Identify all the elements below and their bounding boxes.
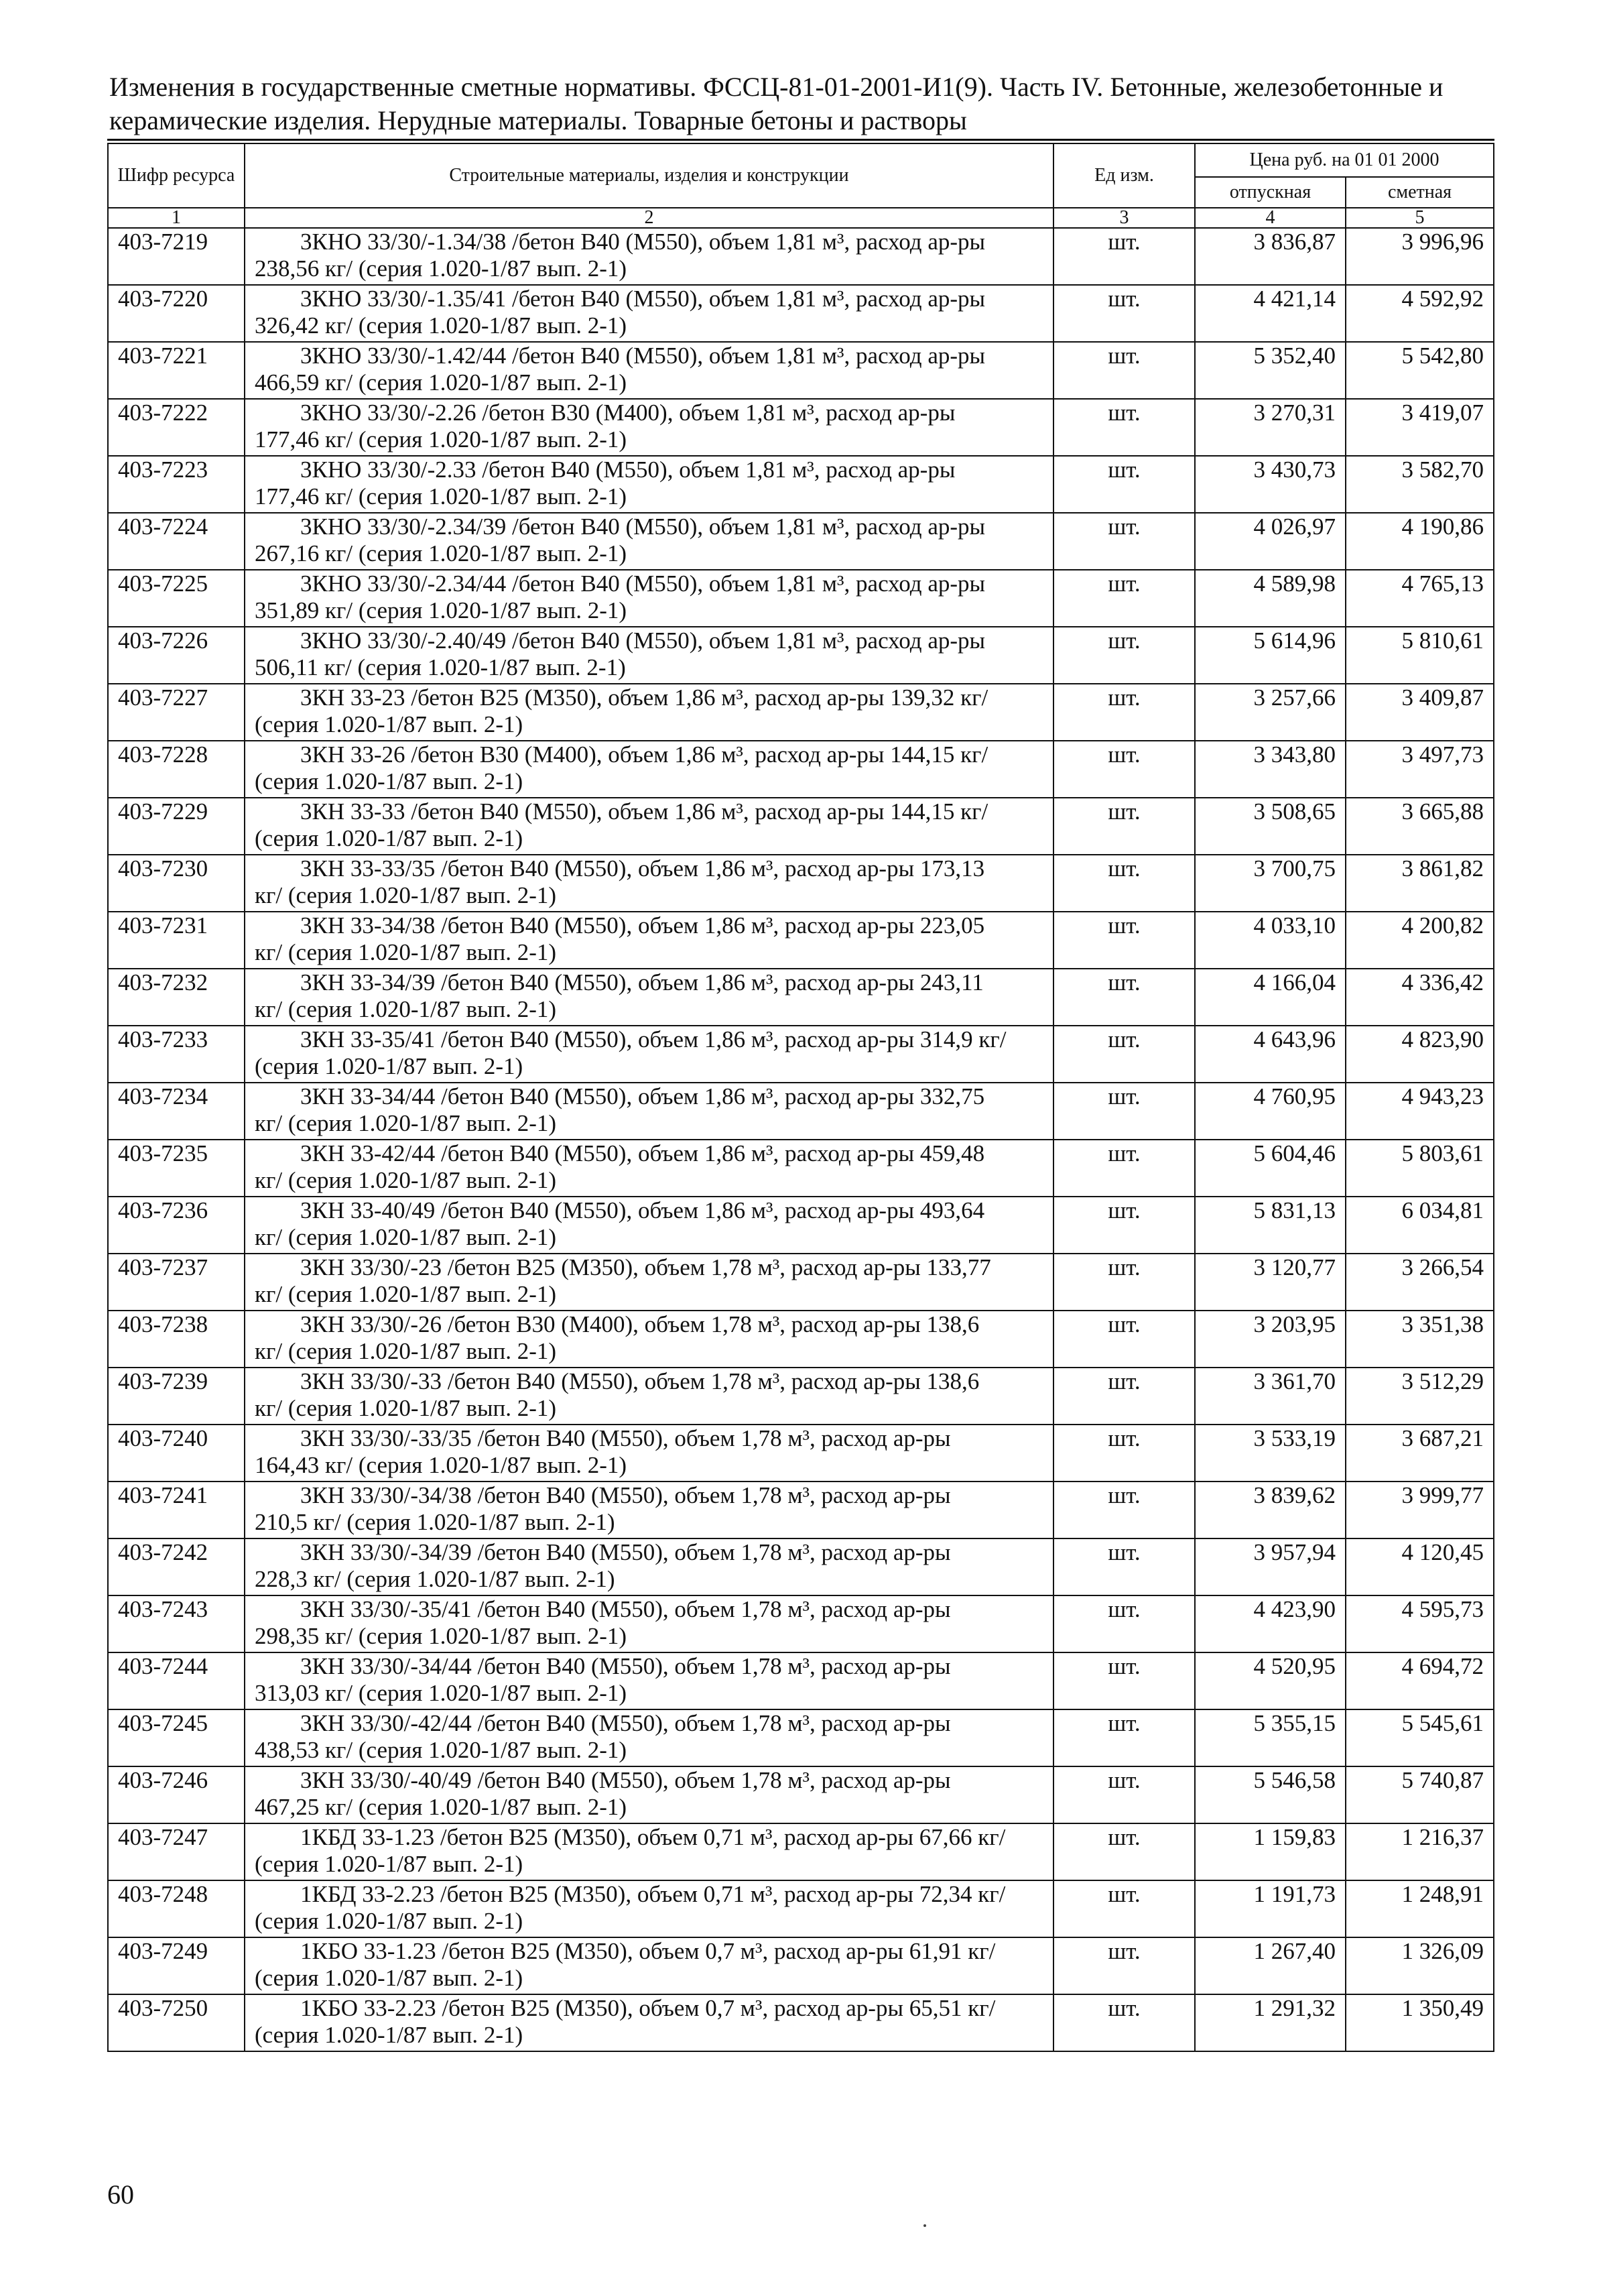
cell-estimate-price: 4 120,45 — [1346, 1538, 1494, 1595]
description-line-1: 3КНО 33/30/-1.35/41 /бетон В40 (М550), объем 1,81 м³, расход ар-ры — [300, 286, 986, 312]
table-row — [108, 627, 1494, 684]
cell-unit: шт. — [1053, 1994, 1195, 2051]
scan-speck — [923, 2224, 926, 2227]
cell-release-price: 3 343,80 — [1195, 741, 1346, 798]
cell-unit: шт. — [1053, 684, 1195, 741]
cell-release-price: 4 033,10 — [1195, 912, 1346, 969]
table-row — [108, 456, 1494, 513]
description-line-1: 3КН 33/30/-42/44 /бетон В40 (М550), объем 1,78 м³, расход ар-ры — [300, 1710, 951, 1736]
cell-estimate-price: 4 943,23 — [1346, 1083, 1494, 1140]
cell-estimate-price: 5 542,80 — [1346, 342, 1494, 399]
cell-release-price: 5 546,58 — [1195, 1766, 1346, 1823]
header-title-line-2: керамические изделия. Нерудные материалы. Товарные бетоны и растворы — [109, 105, 967, 135]
header-description: Строительные материалы, изделия и конструкции — [245, 143, 1053, 208]
cell-unit: шт. — [1053, 1368, 1195, 1425]
cell-description — [245, 399, 1053, 456]
cell-unit: шт. — [1053, 1254, 1195, 1311]
table-row — [108, 228, 1494, 285]
table-row — [108, 570, 1494, 627]
description-line-2: кг/ (серия 1.020-1/87 вып. 2-1) — [255, 882, 557, 908]
cell-estimate-price: 1 350,49 — [1346, 1994, 1494, 2051]
cell-unit: шт. — [1053, 399, 1195, 456]
description-line-2: 177,46 кг/ (серия 1.020-1/87 вып. 2-1) — [255, 483, 627, 509]
description-line-2: 466,59 кг/ (серия 1.020-1/87 вып. 2-1) — [255, 369, 627, 396]
cell-description — [245, 342, 1053, 399]
table-body — [108, 228, 1494, 2051]
description-line-1: 3КН 33/30/-34/39 /бетон В40 (М550), объем 1,78 м³, расход ар-ры — [300, 1539, 951, 1565]
cell-unit: шт. — [1053, 1880, 1195, 1937]
cell-release-price: 3 508,65 — [1195, 798, 1346, 855]
table-row — [108, 1482, 1494, 1538]
description-line-2: (серия 1.020-1/87 вып. 2-1) — [255, 1908, 523, 1934]
cell-description — [245, 1595, 1053, 1652]
cell-code: 403-7242 — [108, 1538, 245, 1595]
cell-release-price: 5 614,96 — [1195, 627, 1346, 684]
description-line-2: 228,3 кг/ (серия 1.020-1/87 вып. 2-1) — [255, 1566, 615, 1592]
table-row — [108, 969, 1494, 1026]
cell-description — [245, 1709, 1053, 1766]
cell-unit: шт. — [1053, 1026, 1195, 1083]
table-row — [108, 912, 1494, 969]
cell-estimate-price: 3 996,96 — [1346, 228, 1494, 285]
description-line-2: (серия 1.020-1/87 вып. 2-1) — [255, 2022, 523, 2048]
cell-description — [245, 1766, 1053, 1823]
table-row — [108, 1994, 1494, 2051]
cell-unit: шт. — [1053, 1083, 1195, 1140]
cell-unit: шт. — [1053, 741, 1195, 798]
cell-release-price: 4 026,97 — [1195, 513, 1346, 570]
header-column-numbers — [108, 208, 1494, 228]
cell-estimate-price: 1 216,37 — [1346, 1823, 1494, 1880]
description-line-1: 3КН 33/30/-34/38 /бетон В40 (М550), объем 1,78 м³, расход ар-ры — [300, 1482, 951, 1508]
cell-description — [245, 684, 1053, 741]
cell-estimate-price: 3 512,29 — [1346, 1368, 1494, 1425]
cell-estimate-price: 4 595,73 — [1346, 1595, 1494, 1652]
table-row — [108, 741, 1494, 798]
cell-release-price: 5 604,46 — [1195, 1140, 1346, 1197]
cell-description — [245, 1994, 1053, 2051]
description-line-2: (серия 1.020-1/87 вып. 2-1) — [255, 1053, 523, 1079]
cell-description — [245, 513, 1053, 570]
column-number: 3 — [1053, 208, 1195, 228]
cell-unit: шт. — [1053, 1595, 1195, 1652]
cell-unit: шт. — [1053, 1197, 1195, 1254]
description-line-1: 3КН 33/30/-33/35 /бетон В40 (М550), объем 1,78 м³, расход ар-ры — [300, 1425, 951, 1451]
description-line-1: 3КН 33-35/41 /бетон В40 (М550), объем 1,86 м³, расход ар-ры 314,9 кг/ — [300, 1026, 1007, 1052]
page-header — [109, 70, 1490, 137]
cell-release-price: 3 533,19 — [1195, 1425, 1346, 1482]
cell-release-price: 3 957,94 — [1195, 1538, 1346, 1595]
table-row — [108, 342, 1494, 399]
cell-estimate-price: 3 665,88 — [1346, 798, 1494, 855]
description-line-2: (серия 1.020-1/87 вып. 2-1) — [255, 1965, 523, 1991]
header-rule — [107, 139, 1494, 141]
table-row — [108, 855, 1494, 912]
cell-release-price: 4 421,14 — [1195, 285, 1346, 342]
cell-unit: шт. — [1053, 513, 1195, 570]
description-line-1: 3КНО 33/30/-2.33 /бетон В40 (М550), объем 1,81 м³, расход ар-ры — [300, 457, 956, 483]
cell-code: 403-7236 — [108, 1197, 245, 1254]
cell-code: 403-7224 — [108, 513, 245, 570]
description-line-2: 351,89 кг/ (серия 1.020-1/87 вып. 2-1) — [255, 597, 627, 623]
cell-unit: шт. — [1053, 1823, 1195, 1880]
table-row — [108, 1823, 1494, 1880]
description-line-1: 3КНО 33/30/-1.34/38 /бетон В40 (М550), объем 1,81 м³, расход ар-ры — [300, 229, 986, 255]
cell-code: 403-7227 — [108, 684, 245, 741]
description-line-1: 3КН 33-26 /бетон В30 (М400), объем 1,86 м³, расход ар-ры 144,15 кг/ — [300, 741, 988, 768]
table-row — [108, 1197, 1494, 1254]
description-line-1: 3КНО 33/30/-2.34/39 /бетон В40 (М550), объем 1,81 м³, расход ар-ры — [300, 513, 986, 540]
cell-unit: шт. — [1053, 570, 1195, 627]
table-row — [108, 1595, 1494, 1652]
description-line-1: 3КН 33/30/-35/41 /бетон В40 (М550), объем 1,78 м³, расход ар-ры — [300, 1596, 951, 1622]
cell-estimate-price: 4 765,13 — [1346, 570, 1494, 627]
cell-unit: шт. — [1053, 798, 1195, 855]
cell-unit: шт. — [1053, 342, 1195, 399]
cell-release-price: 4 423,90 — [1195, 1595, 1346, 1652]
cell-estimate-price: 5 545,61 — [1346, 1709, 1494, 1766]
cell-release-price: 3 270,31 — [1195, 399, 1346, 456]
cell-estimate-price: 5 740,87 — [1346, 1766, 1494, 1823]
description-line-2: 438,53 кг/ (серия 1.020-1/87 вып. 2-1) — [255, 1737, 627, 1763]
cell-estimate-price: 4 200,82 — [1346, 912, 1494, 969]
cell-estimate-price: 3 497,73 — [1346, 741, 1494, 798]
cell-description — [245, 1425, 1053, 1482]
cell-unit: шт. — [1053, 1652, 1195, 1709]
description-line-2: 506,11 кг/ (серия 1.020-1/87 вып. 2-1) — [255, 654, 626, 680]
cell-release-price: 1 191,73 — [1195, 1880, 1346, 1937]
description-line-2: (серия 1.020-1/87 вып. 2-1) — [255, 711, 523, 737]
cell-code: 403-7249 — [108, 1937, 245, 1994]
table-row — [108, 1083, 1494, 1140]
cell-code: 403-7230 — [108, 855, 245, 912]
cell-release-price: 3 700,75 — [1195, 855, 1346, 912]
cell-code: 403-7237 — [108, 1254, 245, 1311]
description-line-2: (серия 1.020-1/87 вып. 2-1) — [255, 825, 523, 851]
cell-estimate-price: 3 582,70 — [1346, 456, 1494, 513]
cell-description — [245, 1140, 1053, 1197]
description-line-2: 313,03 кг/ (серия 1.020-1/87 вып. 2-1) — [255, 1680, 627, 1706]
cell-description — [245, 741, 1053, 798]
cell-release-price: 1 291,32 — [1195, 1994, 1346, 2051]
description-line-2: кг/ (серия 1.020-1/87 вып. 2-1) — [255, 939, 557, 965]
cell-code: 403-7239 — [108, 1368, 245, 1425]
header-title-line-1: Изменения в государственные сметные нормативы. ФССЦ-81-01-2001-И1(9). Часть IV. Бетонные, железобетонные и — [109, 72, 1444, 102]
description-line-1: 3КН 33-40/49 /бетон В40 (М550), объем 1,86 м³, расход ар-ры 493,64 — [300, 1197, 985, 1223]
table-row — [108, 684, 1494, 741]
cell-code: 403-7221 — [108, 342, 245, 399]
cell-code: 403-7243 — [108, 1595, 245, 1652]
cell-code: 403-7222 — [108, 399, 245, 456]
cell-code: 403-7247 — [108, 1823, 245, 1880]
table-row — [108, 1368, 1494, 1425]
cell-estimate-price: 5 810,61 — [1346, 627, 1494, 684]
column-number: 4 — [1195, 208, 1346, 228]
cell-release-price: 4 166,04 — [1195, 969, 1346, 1026]
column-number: 5 — [1346, 208, 1494, 228]
cell-description — [245, 1880, 1053, 1937]
cell-release-price: 3 836,87 — [1195, 228, 1346, 285]
description-line-2: 467,25 кг/ (серия 1.020-1/87 вып. 2-1) — [255, 1794, 627, 1820]
cell-description — [245, 1026, 1053, 1083]
cell-unit: шт. — [1053, 1937, 1195, 1994]
cell-code: 403-7229 — [108, 798, 245, 855]
cell-estimate-price: 5 803,61 — [1346, 1140, 1494, 1197]
table-row — [108, 399, 1494, 456]
description-line-2: кг/ (серия 1.020-1/87 вып. 2-1) — [255, 1395, 557, 1421]
cell-estimate-price: 3 409,87 — [1346, 684, 1494, 741]
cell-code: 403-7235 — [108, 1140, 245, 1197]
cell-release-price: 5 831,13 — [1195, 1197, 1346, 1254]
cell-release-price: 3 430,73 — [1195, 456, 1346, 513]
cell-description — [245, 627, 1053, 684]
description-line-1: 3КН 33/30/-34/44 /бетон В40 (М550), объем 1,78 м³, расход ар-ры — [300, 1653, 951, 1679]
cell-description — [245, 969, 1053, 1026]
cell-code: 403-7238 — [108, 1311, 245, 1368]
cell-unit: шт. — [1053, 1709, 1195, 1766]
cell-estimate-price: 6 034,81 — [1346, 1197, 1494, 1254]
description-line-2: (серия 1.020-1/87 вып. 2-1) — [255, 1851, 523, 1877]
cell-code: 403-7240 — [108, 1425, 245, 1482]
cell-estimate-price: 3 419,07 — [1346, 399, 1494, 456]
cell-description — [245, 456, 1053, 513]
cell-estimate-price: 4 823,90 — [1346, 1026, 1494, 1083]
cell-code: 403-7220 — [108, 285, 245, 342]
description-line-1: 1КБО 33-1.23 /бетон В25 (М350), объем 0,7 м³, расход ар-ры 61,91 кг/ — [300, 1938, 996, 1964]
cell-release-price: 3 839,62 — [1195, 1482, 1346, 1538]
description-line-1: 3КНО 33/30/-2.34/44 /бетон В40 (М550), объем 1,81 м³, расход ар-ры — [300, 570, 986, 597]
column-number: 1 — [108, 208, 245, 228]
cell-description — [245, 1538, 1053, 1595]
cell-code: 403-7228 — [108, 741, 245, 798]
cell-unit: шт. — [1053, 1482, 1195, 1538]
cell-unit: шт. — [1053, 1311, 1195, 1368]
cell-unit: шт. — [1053, 1538, 1195, 1595]
cell-unit: шт. — [1053, 1766, 1195, 1823]
page-number: 60 — [107, 2179, 134, 2210]
table-row — [108, 1140, 1494, 1197]
description-line-2: кг/ (серия 1.020-1/87 вып. 2-1) — [255, 1167, 557, 1193]
description-line-2: 210,5 кг/ (серия 1.020-1/87 вып. 2-1) — [255, 1509, 615, 1535]
cell-estimate-price: 1 248,91 — [1346, 1880, 1494, 1937]
description-line-1: 1КБД 33-2.23 /бетон В25 (М350), объем 0,71 м³, расход ар-ры 72,34 кг/ — [300, 1881, 1006, 1907]
table-row — [108, 1254, 1494, 1311]
cell-code: 403-7246 — [108, 1766, 245, 1823]
cell-estimate-price: 3 351,38 — [1346, 1311, 1494, 1368]
header-estimate-price: сметная — [1346, 177, 1494, 208]
header-price: Цена руб. на 01 01 2000 — [1195, 143, 1494, 177]
description-line-2: 326,42 кг/ (серия 1.020-1/87 вып. 2-1) — [255, 312, 627, 339]
description-line-2: кг/ (серия 1.020-1/87 вып. 2-1) — [255, 1224, 557, 1250]
description-line-2: кг/ (серия 1.020-1/87 вып. 2-1) — [255, 1338, 557, 1364]
description-line-1: 3КН 33-23 /бетон В25 (М350), объем 1,86 м³, расход ар-ры 139,32 кг/ — [300, 684, 988, 711]
cell-release-price: 5 352,40 — [1195, 342, 1346, 399]
cell-estimate-price: 4 336,42 — [1346, 969, 1494, 1026]
description-line-1: 3КНО 33/30/-2.26 /бетон В30 (М400), объем 1,81 м³, расход ар-ры — [300, 400, 956, 426]
table-row — [108, 1425, 1494, 1482]
header-release-price: отпускная — [1195, 177, 1346, 208]
table-row — [108, 513, 1494, 570]
cell-description — [245, 228, 1053, 285]
cell-description — [245, 1254, 1053, 1311]
description-line-1: 3КН 33/30/-33 /бетон В40 (М550), объем 1,78 м³, расход ар-ры 138,6 — [300, 1368, 980, 1394]
cell-estimate-price: 3 687,21 — [1346, 1425, 1494, 1482]
cell-estimate-price: 3 266,54 — [1346, 1254, 1494, 1311]
cell-description — [245, 1652, 1053, 1709]
description-line-1: 1КБД 33-1.23 /бетон В25 (М350), объем 0,71 м³, расход ар-ры 67,66 кг/ — [300, 1824, 1006, 1850]
header-code: Шифр ресурса — [108, 143, 245, 208]
description-line-2: 267,16 кг/ (серия 1.020-1/87 вып. 2-1) — [255, 540, 627, 566]
cell-code: 403-7233 — [108, 1026, 245, 1083]
cell-unit: шт. — [1053, 627, 1195, 684]
description-line-2: 177,46 кг/ (серия 1.020-1/87 вып. 2-1) — [255, 426, 627, 452]
description-line-2: кг/ (серия 1.020-1/87 вып. 2-1) — [255, 1110, 557, 1136]
description-line-1: 1КБО 33-2.23 /бетон В25 (М350), объем 0,7 м³, расход ар-ры 65,51 кг/ — [300, 1995, 996, 2021]
cell-estimate-price: 4 190,86 — [1346, 513, 1494, 570]
cell-code: 403-7223 — [108, 456, 245, 513]
description-line-1: 3КН 33-34/39 /бетон В40 (М550), объем 1,86 м³, расход ар-ры 243,11 — [300, 969, 984, 995]
cell-description — [245, 855, 1053, 912]
cell-unit: шт. — [1053, 1140, 1195, 1197]
table-row — [108, 1538, 1494, 1595]
cell-code: 403-7241 — [108, 1482, 245, 1538]
description-line-2: кг/ (серия 1.020-1/87 вып. 2-1) — [255, 996, 557, 1022]
description-line-1: 3КНО 33/30/-2.40/49 /бетон В40 (М550), объем 1,81 м³, расход ар-ры — [300, 627, 986, 654]
column-number: 2 — [245, 208, 1053, 228]
cell-release-price: 3 361,70 — [1195, 1368, 1346, 1425]
cell-release-price: 3 120,77 — [1195, 1254, 1346, 1311]
price-table — [107, 143, 1494, 2052]
description-line-1: 3КН 33-34/44 /бетон В40 (М550), объем 1,86 м³, расход ар-ры 332,75 — [300, 1083, 985, 1109]
description-line-1: 3КН 33-33 /бетон В40 (М550), объем 1,86 м³, расход ар-ры 144,15 кг/ — [300, 798, 988, 825]
cell-estimate-price: 1 326,09 — [1346, 1937, 1494, 1994]
table-row — [108, 1937, 1494, 1994]
description-line-1: 3КН 33-42/44 /бетон В40 (М550), объем 1,86 м³, расход ар-ры 459,48 — [300, 1140, 985, 1166]
cell-code: 403-7250 — [108, 1994, 245, 2051]
cell-description — [245, 798, 1053, 855]
table-row — [108, 1709, 1494, 1766]
cell-description — [245, 285, 1053, 342]
description-line-1: 3КН 33/30/-23 /бетон В25 (М350), объем 1,78 м³, расход ар-ры 133,77 — [300, 1254, 991, 1280]
cell-release-price: 5 355,15 — [1195, 1709, 1346, 1766]
description-line-2: кг/ (серия 1.020-1/87 вып. 2-1) — [255, 1281, 557, 1307]
description-line-2: 164,43 кг/ (серия 1.020-1/87 вып. 2-1) — [255, 1452, 627, 1478]
table-row — [108, 1652, 1494, 1709]
table-row — [108, 1766, 1494, 1823]
cell-code: 403-7245 — [108, 1709, 245, 1766]
description-line-1: 3КН 33-34/38 /бетон В40 (М550), объем 1,86 м³, расход ар-ры 223,05 — [300, 912, 985, 939]
cell-release-price: 1 159,83 — [1195, 1823, 1346, 1880]
cell-estimate-price: 3 861,82 — [1346, 855, 1494, 912]
cell-code: 403-7244 — [108, 1652, 245, 1709]
table-row — [108, 1880, 1494, 1937]
cell-description — [245, 912, 1053, 969]
table-row — [108, 1026, 1494, 1083]
cell-description — [245, 1823, 1053, 1880]
description-line-2: 238,56 кг/ (серия 1.020-1/87 вып. 2-1) — [255, 255, 627, 282]
cell-unit: шт. — [1053, 228, 1195, 285]
cell-description — [245, 1482, 1053, 1538]
cell-code: 403-7219 — [108, 228, 245, 285]
cell-estimate-price: 4 592,92 — [1346, 285, 1494, 342]
cell-release-price: 3 257,66 — [1195, 684, 1346, 741]
cell-release-price: 4 520,95 — [1195, 1652, 1346, 1709]
cell-code: 403-7231 — [108, 912, 245, 969]
cell-code: 403-7232 — [108, 969, 245, 1026]
cell-unit: шт. — [1053, 969, 1195, 1026]
description-line-2: (серия 1.020-1/87 вып. 2-1) — [255, 768, 523, 794]
cell-description — [245, 1937, 1053, 1994]
cell-unit: шт. — [1053, 285, 1195, 342]
table-row — [108, 798, 1494, 855]
cell-description — [245, 1368, 1053, 1425]
description-line-1: 3КН 33-33/35 /бетон В40 (М550), объем 1,86 м³, расход ар-ры 173,13 — [300, 855, 985, 882]
table-row — [108, 1311, 1494, 1368]
description-line-2: 298,35 кг/ (серия 1.020-1/87 вып. 2-1) — [255, 1623, 627, 1649]
description-line-1: 3КН 33/30/-40/49 /бетон В40 (М550), объем 1,78 м³, расход ар-ры — [300, 1767, 951, 1793]
cell-code: 403-7226 — [108, 627, 245, 684]
description-line-1: 3КНО 33/30/-1.42/44 /бетон В40 (М550), объем 1,81 м³, расход ар-ры — [300, 343, 986, 369]
cell-code: 403-7225 — [108, 570, 245, 627]
table-row — [108, 285, 1494, 342]
cell-release-price: 4 589,98 — [1195, 570, 1346, 627]
cell-description — [245, 570, 1053, 627]
cell-unit: шт. — [1053, 912, 1195, 969]
description-line-1: 3КН 33/30/-26 /бетон В30 (М400), объем 1,78 м³, расход ар-ры 138,6 — [300, 1311, 980, 1337]
cell-unit: шт. — [1053, 456, 1195, 513]
cell-description — [245, 1083, 1053, 1140]
cell-release-price: 4 643,96 — [1195, 1026, 1346, 1083]
cell-estimate-price: 3 999,77 — [1346, 1482, 1494, 1538]
cell-code: 403-7234 — [108, 1083, 245, 1140]
cell-release-price: 1 267,40 — [1195, 1937, 1346, 1994]
cell-estimate-price: 4 694,72 — [1346, 1652, 1494, 1709]
cell-unit: шт. — [1053, 1425, 1195, 1482]
cell-description — [245, 1197, 1053, 1254]
cell-description — [245, 1311, 1053, 1368]
header-unit: Ед изм. — [1053, 143, 1195, 208]
cell-release-price: 4 760,95 — [1195, 1083, 1346, 1140]
cell-unit: шт. — [1053, 855, 1195, 912]
cell-code: 403-7248 — [108, 1880, 245, 1937]
cell-release-price: 3 203,95 — [1195, 1311, 1346, 1368]
